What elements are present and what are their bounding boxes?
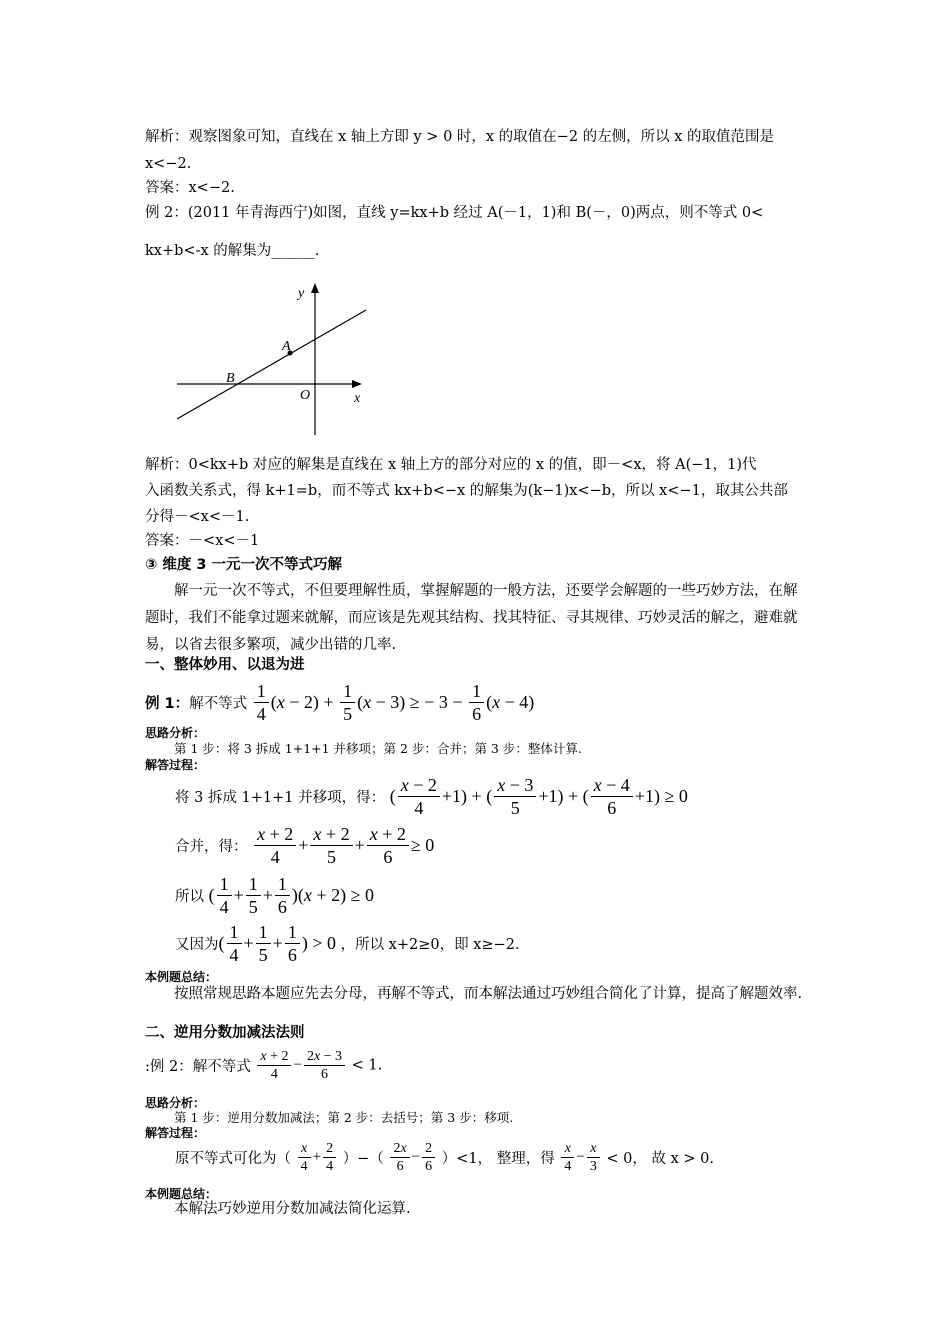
idea-1: 第 1 步：将 3 拆成 1+1+1 并移项；第 2 步：合并；第 3 步：整体计算.	[174, 741, 582, 756]
answer-2: 答案：－<x<－1	[145, 533, 260, 549]
summary-label-2: 本例题总结：	[145, 1187, 218, 1201]
step-4: 又因为( $\frac{1}{4}$ + $\frac{1}{5}$ + $\frac{1}{6}$ ) > 0 ，所以 x+2≥0，即 x≥−2.	[175, 922, 520, 965]
label-x: x	[354, 391, 361, 406]
analysis-2-line-3: 分得－<x<－1.	[145, 509, 250, 525]
step-2-1: 原不等式可化为（ $\frac{x}{4}$ + $\frac{2}{4}$ ）−（ $\frac{2x}{6}$ − $\frac{2}{6}$ ）<1， 整理，得 $\frac{x}{4}$ − $\frac{x}{3}$ < 0， 故 x > 0.	[175, 1141, 715, 1174]
example-2-line-2: kx+b<-x 的解集为______.	[145, 243, 320, 259]
process-label-1: 解答过程：	[145, 758, 206, 772]
idea-2: 第 1 步：逆用分数加减法；第 2 步：去括号；第 3 步：移项.	[174, 1110, 514, 1125]
step-3: 所以 ( $\frac{1}{4}$ + $\frac{1}{5}$ + $\frac{1}{6}$ )(x + 2) ≥ 0	[175, 874, 374, 917]
summary-label-1: 本例题总结：	[145, 970, 218, 984]
label-y: y	[298, 286, 305, 301]
summary-1: 按照常规思路本题应先去分母，再解不等式，而本解法通过巧妙组合简化了计算，提高了解题效率.	[174, 986, 803, 1002]
label-a: A	[282, 339, 291, 354]
label-b: B	[226, 371, 235, 386]
example-1-text: 解不等式	[189, 696, 248, 712]
analysis-line-1: 解析：观察图象可知，直线在 x 轴上方即 y > 0 时，x 的取值在−2 的左侧，所以 x 的取值范围是	[145, 129, 775, 145]
idea-label-2: 思路分析：	[145, 1096, 206, 1110]
example-1-label: 例 1：	[145, 696, 190, 712]
dimension-3-body: 解一元一次不等式，不但要理解性质，掌握解题的一般方法，还要学会解题的一些巧妙方法，在解题时，我们不能拿过题来就解，而应该是先观其结构、找其特征、寻其规律、巧妙灵活的解之，避难就易，以省去很多繁项，减少出错的几率.	[145, 583, 798, 653]
graph-line	[177, 310, 366, 419]
section-2-heading: 二、逆用分数加减法法则	[145, 1025, 305, 1041]
idea-label-1: 思路分析：	[145, 726, 206, 740]
summary-2: 本解法巧妙逆用分数加减法简化运算.	[174, 1201, 411, 1217]
x-axis-arrow-icon	[352, 380, 362, 388]
step-1: 将 3 拆成 1+1+1 并移项，得： ( $\frac{x - 2}{4}$ +1) + ( $\frac{x - 3}{5}$ +1) + ( $\frac{x - 4}{6}$ +1) ≥ 0	[175, 775, 688, 818]
label-o: O	[300, 388, 311, 403]
process-label-2: 解答过程：	[145, 1126, 206, 1140]
step-2: 合并，得： $\frac{x + 2}{4}$ + $\frac{x + 2}{5}$ + $\frac{x + 2}{6}$ ≥ 0	[175, 824, 435, 867]
example-2b: :例 2：解不等式 $\frac{x + 2}{4}$ − $\frac{2x - 3}{6}$ < 1.	[145, 1049, 383, 1082]
example-1: 例 1：解不等式 $\frac{1}{4}$ (x − 2) + $\frac{1}{5}$ (x − 3) ≥ − 3 − $\frac{1}{6}$ (x − 4)	[145, 681, 535, 724]
y-axis-arrow-icon	[311, 283, 319, 293]
line-graph	[170, 280, 380, 440]
dimension-3-heading: ③ 维度 3 一元一次不等式巧解	[145, 557, 343, 573]
example-2-line-1: 例 2：(2011 年青海西宁)如图，直线 y=kx+b 经过 A(－1，1)和 B(－，0)两点，则不等式 0<	[145, 205, 764, 221]
analysis-line-2: x<−2.	[145, 156, 192, 172]
analysis-2-line-2: 入函数关系式，得 k+1=b，而不等式 kx+b<−x 的解集为(k−1)x<−b，所以 x<−1，取其公共部	[145, 483, 788, 499]
answer-1: 答案：x<−2.	[145, 180, 235, 196]
analysis-2-line-1: 解析：0<kx+b 对应的解集是直线在 x 轴上方的部分对应的 x 的值，即－<x，将 A(−1，1)代	[145, 457, 757, 473]
section-1-heading: 一、整体妙用、以退为进	[145, 657, 305, 673]
